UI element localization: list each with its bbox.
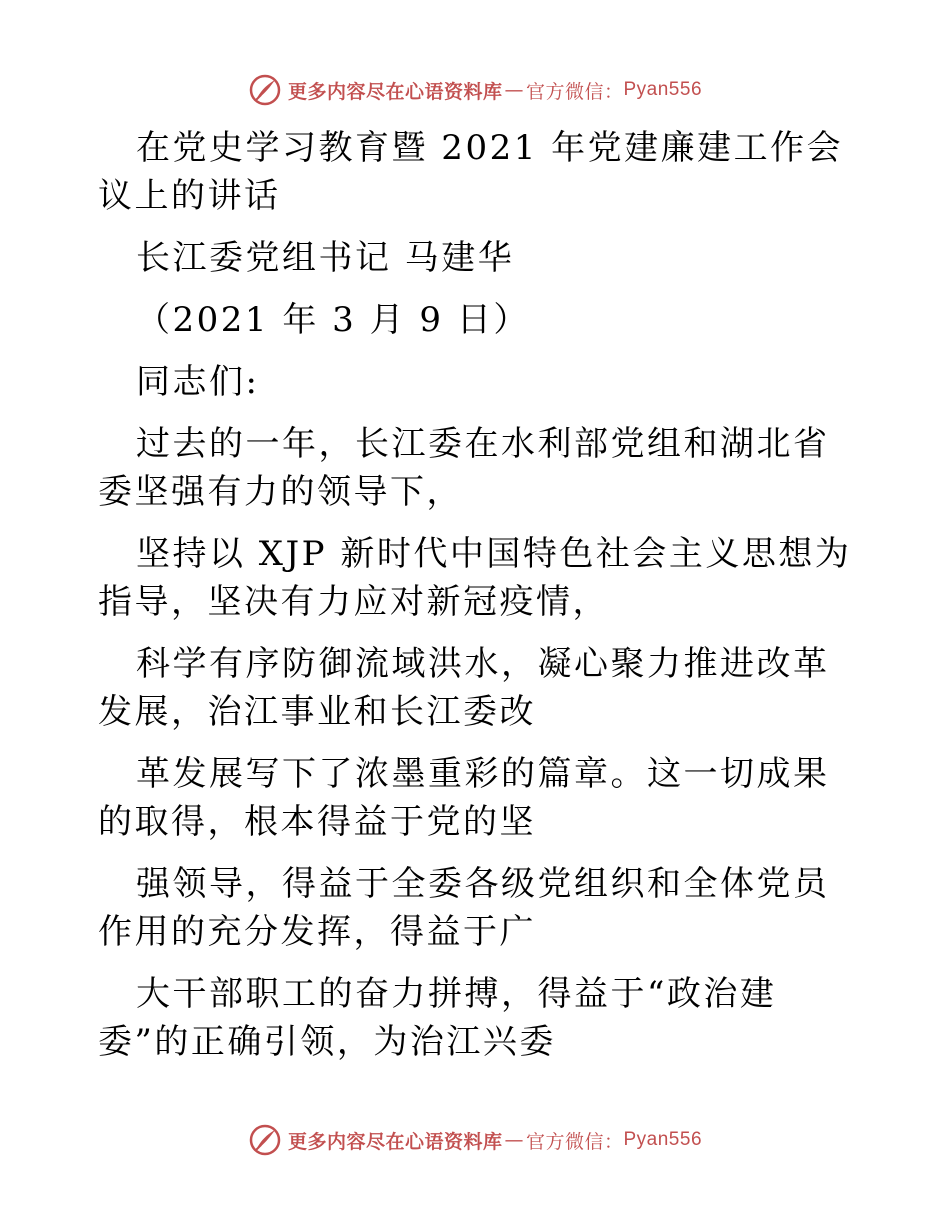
paragraph: 强领导，得益于全委各级党组织和全体党员作用的充分发挥，得益于广: [98, 864, 830, 952]
watermark-dash: —: [504, 79, 524, 101]
document-date: （2021 年 3 月 9 日）: [136, 300, 530, 340]
paragraph: 过去的一年，长江委在水利部党组和湖北省委坚强有力的领导下，: [98, 424, 830, 512]
watermark-main-text: 更多内容尽在心语资料库: [287, 80, 503, 103]
feather-quill-icon: [248, 73, 282, 107]
document-author: 长江委党组书记 马建华: [136, 238, 515, 278]
document-body: [98, 124, 858, 1080]
paragraph: 坚持以 XJP 新时代中国特色社会主义思想为指导，坚决有力应对新冠疫情，: [98, 534, 852, 622]
watermark-official-label: 官方微信：: [525, 80, 624, 103]
paragraph: 大干部职工的奋力拼搏，得益于“政治建委”的正确引领，为治江兴委: [98, 974, 777, 1062]
document-salutation: 同志们:: [136, 362, 260, 402]
header-watermark: [0, 70, 950, 110]
paragraph: 革发展写下了浓墨重彩的篇章。这一切成果的取得，根本得益于党的坚: [98, 754, 830, 842]
watermark-main-text: 更多内容尽在心语资料库: [287, 1130, 503, 1153]
paragraph: 科学有序防御流域洪水，凝心聚力推进改革发展，治江事业和长江委改: [98, 644, 830, 732]
watermark-wechat-id: Pyan556: [623, 79, 703, 100]
feather-quill-icon: [248, 1123, 282, 1157]
watermark-dash: —: [504, 1129, 524, 1151]
watermark-official-label: 官方微信：: [525, 1130, 624, 1153]
document-title: 在党史学习教育暨 2021 年党建廉建工作会议上的讲话: [98, 128, 844, 216]
watermark-wechat-id: Pyan556: [623, 1129, 703, 1150]
footer-watermark: [0, 1120, 950, 1160]
